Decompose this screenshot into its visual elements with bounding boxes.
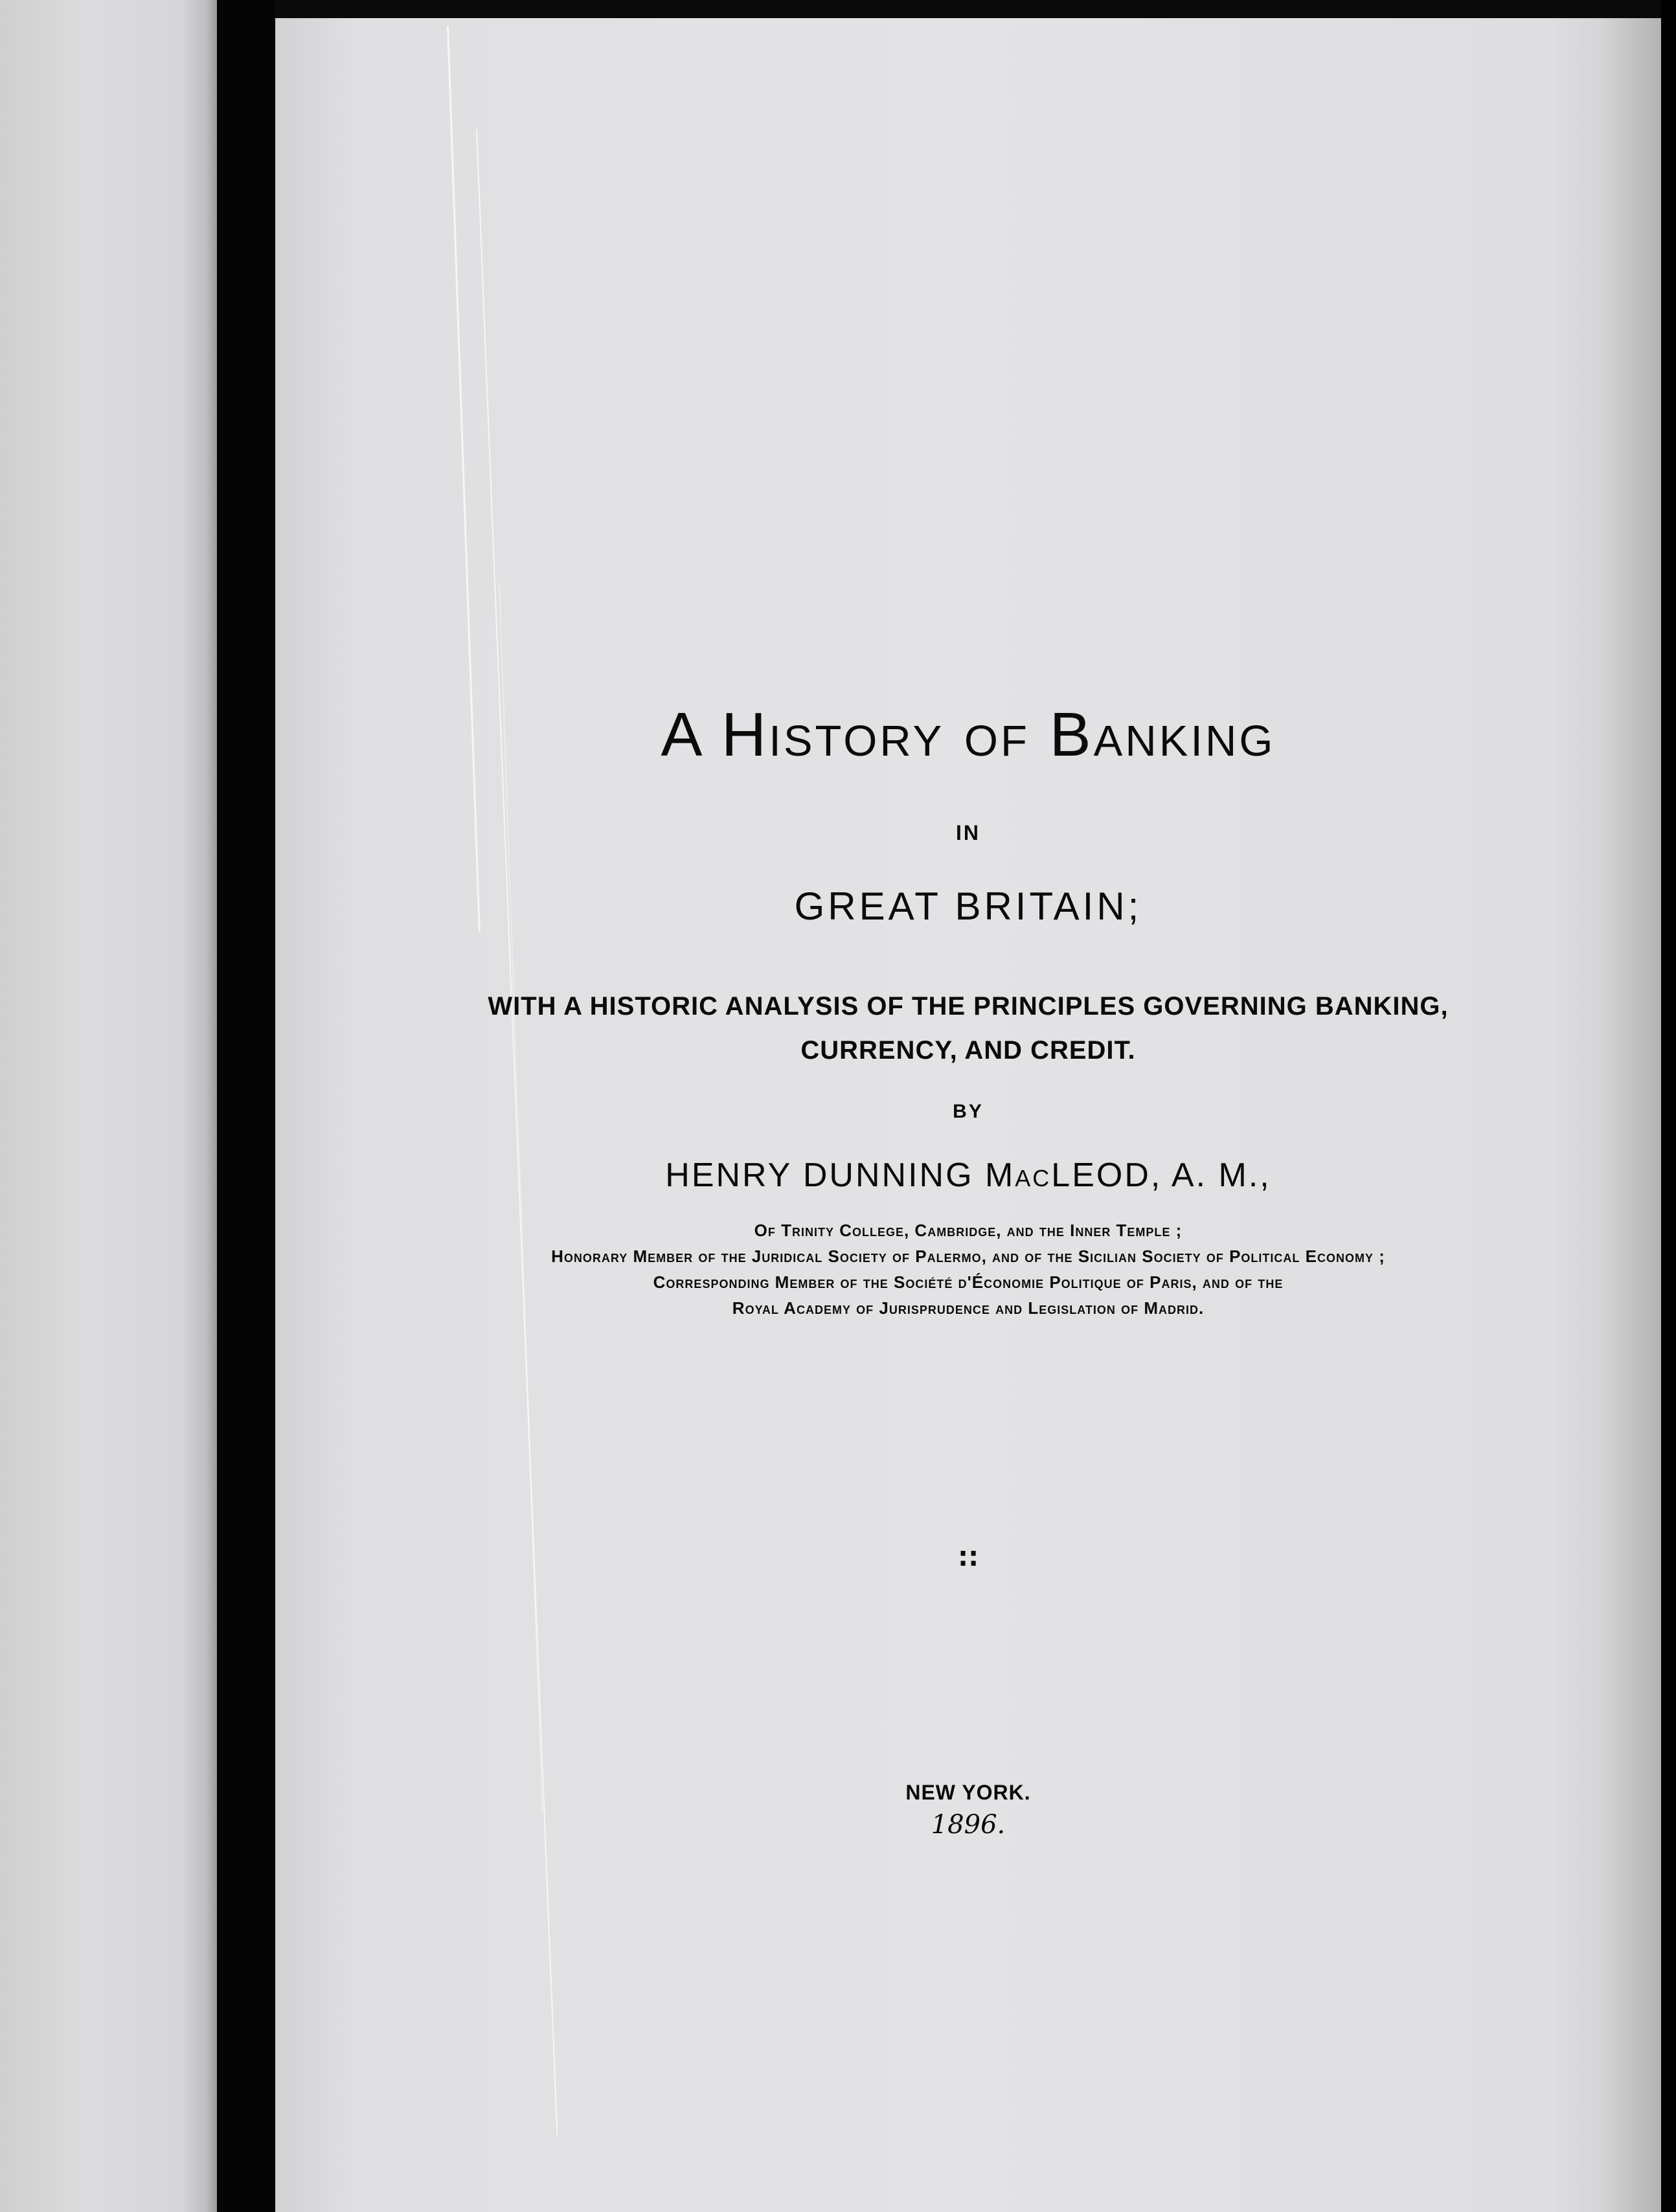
publication-place: NEW YORK. bbox=[905, 1781, 1031, 1804]
left-page-edge bbox=[181, 0, 217, 2212]
affiliation-line: Royal Academy of Jurisprudence and Legislation of Madrid. bbox=[732, 1298, 1205, 1318]
book-spine-gap bbox=[217, 0, 275, 2212]
author-affiliations bbox=[275, 1217, 1661, 1321]
description-line: CURRENCY, AND CREDIT. bbox=[800, 1036, 1136, 1065]
affiliation-line: Corresponding Member of the Société d'Économie Politique of Paris, and of the bbox=[653, 1272, 1284, 1292]
affiliation-line: Honorary Member of the Juridical Society of Palermo, and of the Sicilian Society of Political Economy ; bbox=[551, 1247, 1385, 1266]
description-line: WITH A HISTORIC ANALYSIS OF THE PRINCIPLES GOVERNING BANKING, bbox=[488, 992, 1449, 1021]
book-description bbox=[275, 984, 1661, 1072]
affiliation-line: Of Trinity College, Cambridge, and the Inner Temple ; bbox=[754, 1221, 1183, 1240]
ornament-dots: ∷ bbox=[959, 1544, 977, 1574]
by-label: BY bbox=[953, 1101, 984, 1122]
book-subtitle: GREAT BRITAIN; bbox=[794, 885, 1142, 928]
book-title: A History of Banking bbox=[661, 700, 1276, 769]
publication-year: 1896. bbox=[931, 1810, 1006, 1840]
author-name: HENRY DUNNING MacLEOD, A. M., bbox=[665, 1157, 1271, 1194]
title-connector-in: IN bbox=[956, 821, 980, 844]
